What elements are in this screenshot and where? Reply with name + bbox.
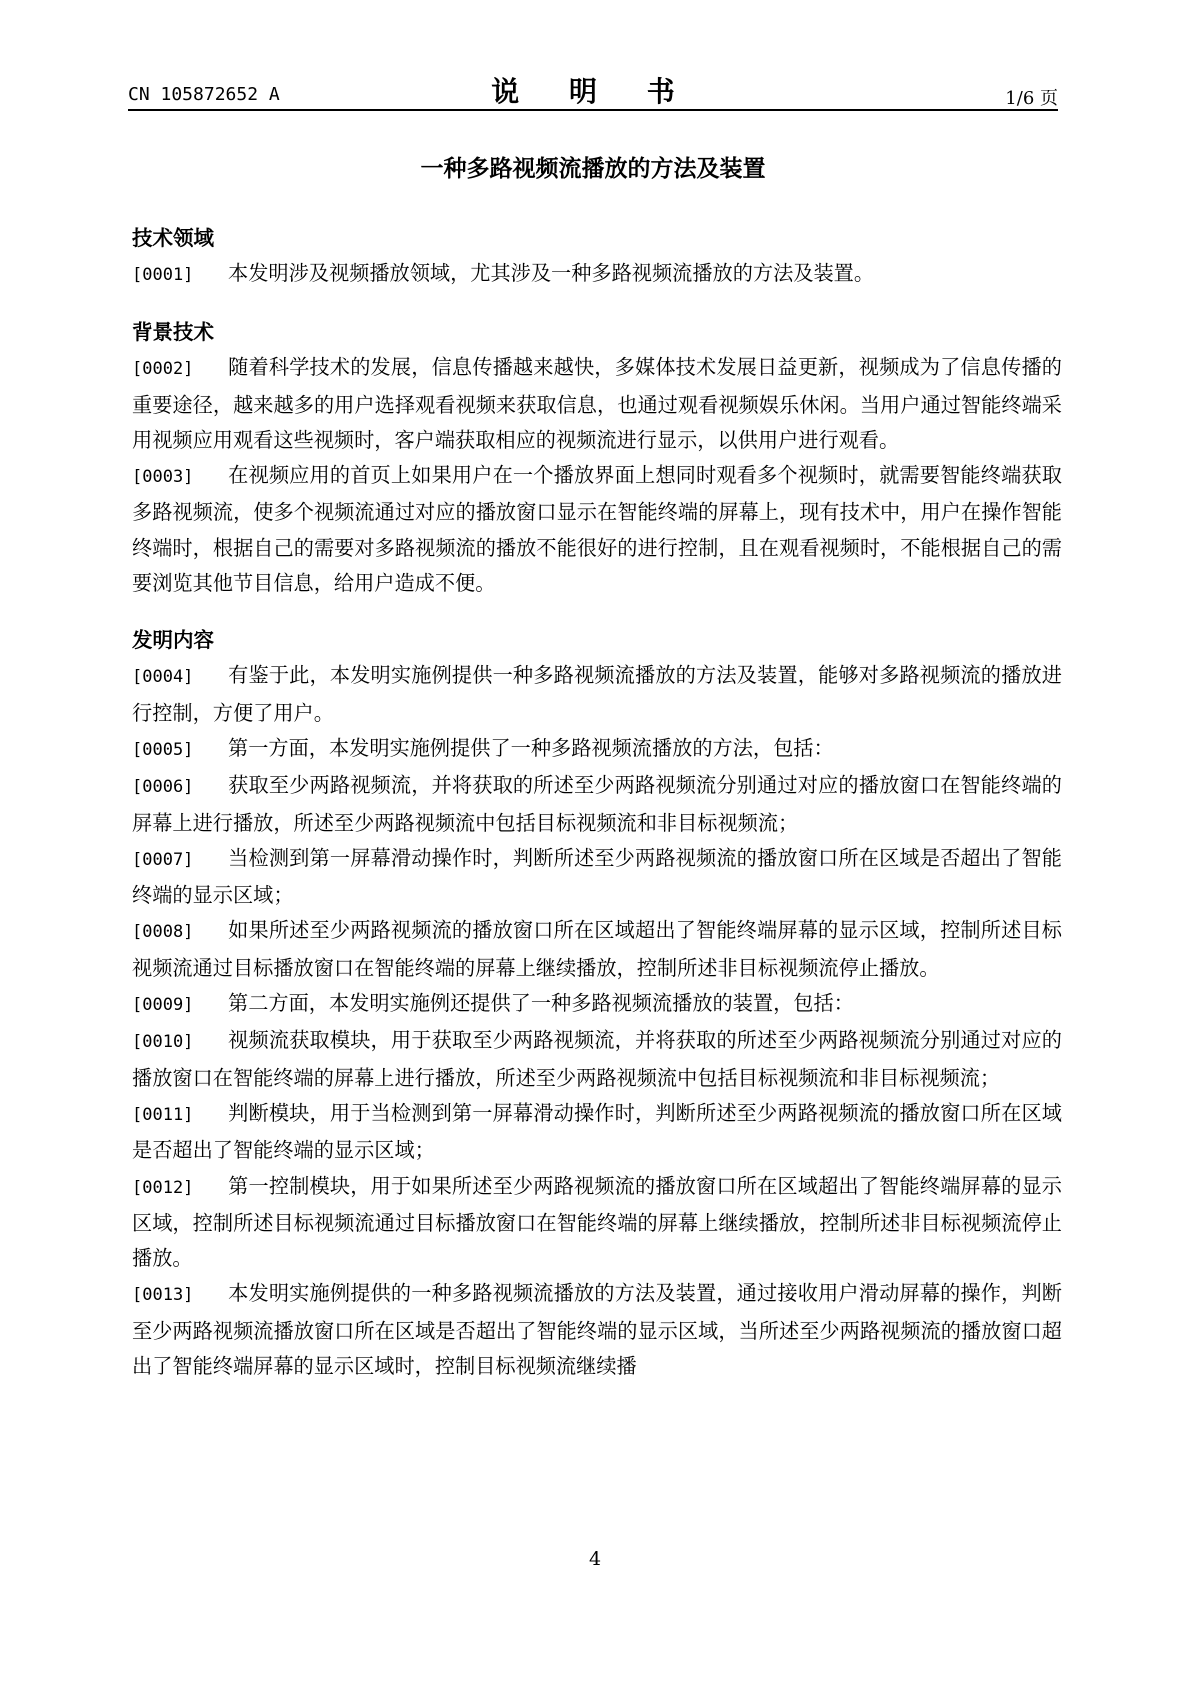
paragraph — [132, 1096, 1062, 1169]
paragraph-text: 视频流获取模块，用于获取至少两路视频流，并将获取的所述至少两路视频流分别通过对应的播放窗口在智能终端的屏幕上进行播放，所述至少两路视频流中包括目标视频流和非目标视频流； — [132, 1028, 1062, 1090]
paragraph-number: [0006] — [132, 777, 194, 798]
paragraph-text: 如果所述至少两路视频流的播放窗口所在区域超出了智能终端屏幕的显示区域，控制所述目标视频流通过目标播放窗口在智能终端的屏幕上继续播放，控制所述非目标视频流停止播放。 — [132, 918, 1062, 980]
paragraph — [132, 1023, 1062, 1096]
paragraph-number: [0009] — [132, 995, 194, 1016]
paragraph-number: [0002] — [132, 359, 194, 380]
paragraph-number: [0007] — [132, 849, 194, 870]
paragraph — [132, 658, 1062, 731]
paragraph-number: [0010] — [132, 1032, 194, 1053]
paragraph — [132, 986, 1062, 1023]
paragraph-number: [0012] — [132, 1177, 194, 1198]
paragraph-text: 在视频应用的首页上如果用户在一个播放界面上想同时观看多个视频时，就需要智能终端获取多路视频流，使多个视频流通过对应的播放窗口显示在智能终端的屏幕上，现有技术中，用户在操作智能终端时，根据自己的需要对多路视频流的播放不能很好的进行控制，且在观看视频时，不能根据自己的需要浏览其他节目信息，给用户造成不便。 — [132, 463, 1062, 596]
page-number: 4 — [588, 1548, 602, 1570]
section-technical-field — [132, 220, 1062, 293]
paragraph-text: 本发明实施例提供的一种多路视频流播放的方法及装置，通过接收用户滑动屏幕的操作，判断至少两路视频流播放窗口所在区域是否超出了智能终端的显示区域，当所述至少两路视频流的播放窗口超出了智能终端屏幕的显示区域时，控制目标视频流继续播 — [132, 1281, 1062, 1379]
paragraph-number: [0003] — [132, 467, 194, 488]
header-rule — [128, 109, 1058, 111]
paragraph — [132, 1276, 1062, 1384]
paragraph — [132, 913, 1062, 986]
section-summary — [132, 622, 1062, 1384]
document-body — [132, 220, 1062, 1384]
doc-number: CN 105872652 A — [128, 84, 280, 105]
paragraph-number: [0001] — [132, 265, 194, 285]
section-heading: 技术领域 — [132, 226, 214, 250]
document-title: 一种多路视频流播放的方法及装置 — [420, 156, 766, 182]
paragraph-text: 判断模块，用于当检测到第一屏幕滑动操作时，判断所述至少两路视频流的播放窗口所在区域是否超出了智能终端的显示区域； — [132, 1100, 1062, 1163]
header-title: 说 明 书 — [491, 75, 695, 108]
section-heading: 背景技术 — [132, 320, 214, 345]
paragraph-text: 第一控制模块，用于如果所述至少两路视频流的播放窗口所在区域超出了智能终端屏幕的显示区域，控制所述目标视频流通过目标播放窗口在智能终端的屏幕上继续播放，控制所述非目标视频流停止播放。 — [132, 1173, 1062, 1271]
page-header — [128, 70, 1058, 112]
paragraph-number: [0013] — [132, 1285, 194, 1306]
paragraph-number: [0011] — [132, 1104, 194, 1125]
paragraph-number: [0005] — [132, 739, 194, 760]
paragraph — [132, 731, 1062, 768]
section-heading: 发明内容 — [132, 628, 214, 653]
paragraph — [132, 768, 1062, 841]
page-info: 1/6 页 — [1005, 88, 1058, 109]
paragraph-number: [0004] — [132, 667, 194, 688]
paragraph-text: 第二方面，本发明实施例还提供了一种多路视频流播放的装置，包括： — [228, 991, 854, 1016]
paragraph — [132, 256, 1062, 293]
paragraph-number: [0008] — [132, 922, 194, 943]
paragraph-text: 随着科学技术的发展，信息传播越来越快，多媒体技术发展日益更新，视频成为了信息传播的重要途径，越来越多的用户选择观看视频来获取信息，也通过观看视频娱乐休闲。当用户通过智能终端采用视频应用观看这些视频时，客户端获取相应的视频流进行显示，以供用户进行观看。 — [132, 355, 1062, 452]
section-background — [132, 314, 1062, 601]
paragraph-text: 获取至少两路视频流，并将获取的所述至少两路视频流分别通过对应的播放窗口在智能终端的屏幕上进行播放，所述至少两路视频流中包括目标视频流和非目标视频流； — [132, 773, 1062, 835]
paragraph — [132, 1169, 1062, 1277]
paragraph-text: 本发明涉及视频播放领域，尤其涉及一种多路视频流播放的方法及装置。 — [228, 261, 875, 285]
paragraph — [132, 458, 1062, 601]
paragraph — [132, 841, 1062, 914]
paragraph-text: 有鉴于此，本发明实施例提供一种多路视频流播放的方法及装置，能够对多路视频流的播放进行控制，方便了用户。 — [132, 663, 1062, 725]
paragraph — [132, 350, 1062, 458]
paragraph-text: 当检测到第一屏幕滑动操作时，判断所述至少两路视频流的播放窗口所在区域是否超出了智能终端的显示区域； — [132, 845, 1062, 908]
paragraph-text: 第一方面，本发明实施例提供了一种多路视频流播放的方法，包括： — [228, 735, 834, 760]
